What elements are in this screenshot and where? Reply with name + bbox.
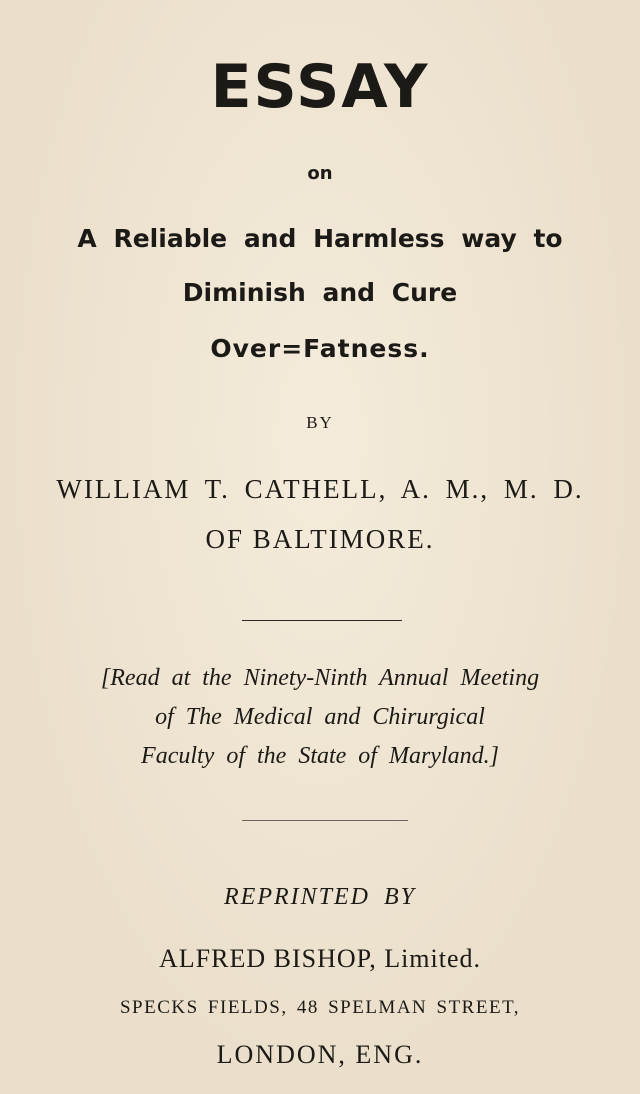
reprint-label: REPRINTED BY [224, 884, 416, 910]
byline: BY [306, 413, 334, 432]
page-title: ESSAY [210, 52, 430, 122]
note-line-3: Faculty of the State of Maryland.] [141, 743, 499, 769]
author-name: WILLIAM T. CATHELL, A. M., M. D. [56, 474, 584, 504]
subject-line-3: Over=Fatness. [210, 334, 430, 363]
publisher-name: ALFRED BISHOP, Limited. [158, 944, 482, 973]
note-line-2: of The Medical and Chirurgical [155, 704, 485, 730]
divider-rule-thin [242, 820, 408, 821]
publisher-city: LONDON, ENG. [216, 1040, 424, 1069]
connector-text: on [307, 163, 333, 184]
note-line-1: [Read at the Ninety-Ninth Annual Meeting [100, 665, 540, 691]
author-place: OF BALTIMORE. [205, 524, 435, 554]
publisher-address: SPECKS FIELDS, 48 SPELMAN STREET, [119, 997, 521, 1018]
subject-line-1: A Reliable and Harmless way to [77, 224, 563, 253]
divider-rule [242, 620, 402, 621]
subject-line-2: Diminish and Cure [182, 278, 458, 307]
